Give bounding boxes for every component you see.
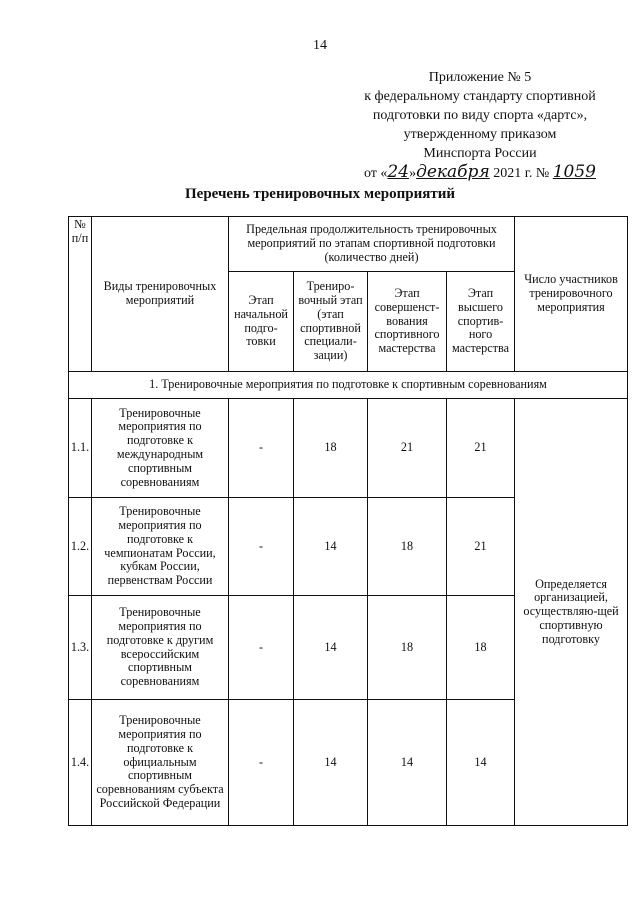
row-stage-2: 14	[294, 700, 368, 826]
header-duration: Предельная продолжительность тренировочных мероприятий по этапам спортивной подготовки (количество дней)	[229, 217, 515, 272]
header-num: № п/п	[69, 217, 92, 372]
row-stage-4: 14	[447, 700, 515, 826]
section-row	[69, 372, 628, 399]
page-number: 14	[313, 38, 327, 53]
row-stage-4: 21	[447, 498, 515, 596]
order-number: 1059	[552, 162, 596, 182]
document-title: Перечень тренировочных мероприятий	[185, 186, 455, 202]
participants-value: Определяется организацией, осуществляю-щей спортивную подготовку	[515, 399, 628, 826]
row-stage-1: -	[229, 498, 294, 596]
row-stage-2: 18	[294, 399, 368, 498]
row-stage-4: 21	[447, 399, 515, 498]
row-stage-3: 14	[368, 700, 447, 826]
row-name: Тренировочные мероприятия по подготовке к чемпионатам России, кубкам России, первенствам России	[92, 498, 229, 596]
appendix-line-1: Приложение № 5	[428, 70, 532, 85]
row-name: Тренировочные мероприятия по подготовке к официальным спортивным соревнованиям субъекта Российской Федерации	[92, 700, 229, 826]
header-stage-2: Трениро-вочный этап (этап спортивной специали-зации)	[294, 272, 368, 372]
header-participants: Число участников тренировочного мероприятия	[515, 217, 628, 372]
date-day: 24	[387, 162, 410, 182]
row-number: 1.2.	[69, 498, 92, 596]
order-date-line	[330, 163, 630, 183]
row-stage-1: -	[229, 596, 294, 700]
date-mid: »	[409, 166, 417, 181]
row-number: 1.3.	[69, 596, 92, 700]
header-kinds: Виды тренировочных мероприятий	[92, 217, 229, 372]
row-stage-3: 21	[368, 399, 447, 498]
appendix-line-3: подготовки по виду спорта «дартс»,	[372, 108, 588, 123]
row-name: Тренировочные мероприятия по подготовке к другим всероссийским спортивным соревнованиям	[92, 596, 229, 700]
row-number: 1.4.	[69, 700, 92, 826]
row-stage-2: 14	[294, 498, 368, 596]
row-stage-3: 18	[368, 596, 447, 700]
row-number: 1.1.	[69, 399, 92, 498]
row-stage-1: -	[229, 700, 294, 826]
header-stage-1: Этап начальной подго-товки	[229, 272, 294, 372]
section-title: 1. Тренировочные мероприятия по подготовке к спортивным соревнованиям	[69, 372, 628, 399]
header-stage-3: Этап совершенст-вования спортивного мастерства	[368, 272, 447, 372]
row-stage-3: 18	[368, 498, 447, 596]
training-events-table	[68, 216, 628, 826]
row-stage-4: 18	[447, 596, 515, 700]
date-year: 2021 г. №	[489, 166, 553, 181]
header-stage-4: Этап высшего спортив-ного мастерства	[447, 272, 515, 372]
table-row	[69, 399, 628, 498]
appendix-line-4: утвержденному приказом	[403, 127, 557, 142]
row-name: Тренировочные мероприятия по подготовке к международным спортивным соревнованиям	[92, 399, 229, 498]
appendix-line-5: Минспорта России	[423, 146, 537, 161]
header-row-1	[69, 217, 628, 272]
date-month: декабря	[416, 162, 490, 182]
date-prefix: от «	[363, 166, 388, 181]
row-stage-1: -	[229, 399, 294, 498]
appendix-block	[330, 68, 630, 183]
row-stage-2: 14	[294, 596, 368, 700]
appendix-line-2: к федеральному стандарту спортивной	[364, 89, 596, 104]
